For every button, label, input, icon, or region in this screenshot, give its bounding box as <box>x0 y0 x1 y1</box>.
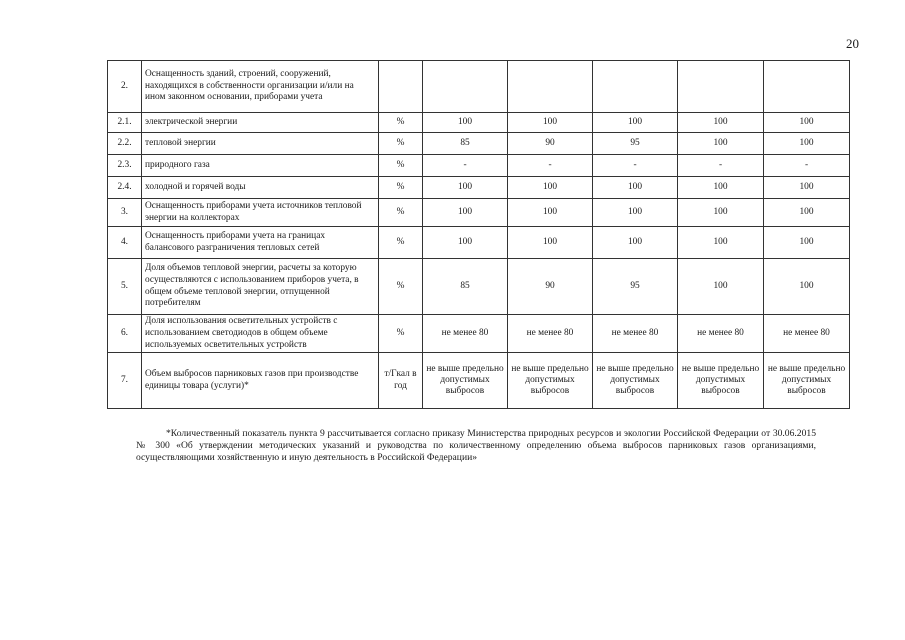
value-cell: - <box>423 155 508 177</box>
value-cell: 100 <box>508 199 593 227</box>
value-cell: 100 <box>764 227 850 259</box>
table-body <box>108 61 850 409</box>
unit-cell: % <box>379 227 423 259</box>
value-cell: 100 <box>423 177 508 199</box>
value-cell <box>678 61 764 113</box>
row-number: 2.1. <box>108 113 142 133</box>
footnote-text: *Количественный показатель пункта 9 рассчитывается согласно приказу Министерства природных ресурсов и экологии Российской Федерации от 30.06.2015 № 300 «Об утверждении методических указаний и руководства по количественному определению объема выбросов парниковых газов организациями, осуществляющими хозяйственную и иную деятельность в Российской Федерации» <box>136 428 816 463</box>
table-row <box>108 259 850 315</box>
value-cell: 100 <box>764 259 850 315</box>
table-row <box>108 227 850 259</box>
value-cell: 100 <box>593 227 678 259</box>
value-cell: 90 <box>508 259 593 315</box>
value-cell: 100 <box>678 113 764 133</box>
indicator-name: Объем выбросов парниковых газов при производстве единицы товара (услуги)* <box>142 353 379 409</box>
table-row <box>108 199 850 227</box>
unit-cell: % <box>379 259 423 315</box>
value-cell: не менее 80 <box>678 315 764 353</box>
value-cell: 100 <box>593 199 678 227</box>
value-cell: не выше предельно допустимых выбросов <box>593 353 678 409</box>
indicator-name: Доля объемов тепловой энергии, расчеты за которую осуществляются с использованием приборов учета, в общем объеме тепловой энергии, отпущенной потребителям <box>142 259 379 315</box>
value-cell: не менее 80 <box>764 315 850 353</box>
unit-cell: % <box>379 155 423 177</box>
value-cell: 100 <box>423 227 508 259</box>
value-cell: 85 <box>423 259 508 315</box>
value-cell: 90 <box>508 133 593 155</box>
unit-cell: % <box>379 315 423 353</box>
value-cell: - <box>508 155 593 177</box>
value-cell: не менее 80 <box>508 315 593 353</box>
table-row <box>108 155 850 177</box>
indicator-name: холодной и горячей воды <box>142 177 379 199</box>
value-cell <box>508 61 593 113</box>
value-cell: 100 <box>423 113 508 133</box>
indicator-name: Оснащенность приборами учета на границах балансового разграничения тепловых сетей <box>142 227 379 259</box>
value-cell: 100 <box>508 227 593 259</box>
value-cell: не выше предельно допустимых выбросов <box>423 353 508 409</box>
value-cell: не менее 80 <box>423 315 508 353</box>
indicator-name: природного газа <box>142 155 379 177</box>
row-number: 5. <box>108 259 142 315</box>
indicator-name: Оснащенность зданий, строений, сооружений, находящихся в собственности организации и/или на ином законном основании, приборами учета <box>142 61 379 113</box>
row-number: 6. <box>108 315 142 353</box>
value-cell: 100 <box>508 113 593 133</box>
value-cell: не выше предельно допустимых выбросов <box>678 353 764 409</box>
indicator-name: Доля использования осветительных устройств с использованием светодиодов в общем объеме используемых осветительных устройств <box>142 315 379 353</box>
value-cell: - <box>764 155 850 177</box>
value-cell <box>764 61 850 113</box>
value-cell: не менее 80 <box>593 315 678 353</box>
table-row <box>108 177 850 199</box>
value-cell <box>593 61 678 113</box>
table-row <box>108 315 850 353</box>
value-cell: 100 <box>423 199 508 227</box>
table-row <box>108 353 850 409</box>
value-cell: 100 <box>593 177 678 199</box>
value-cell: 85 <box>423 133 508 155</box>
row-number: 2.3. <box>108 155 142 177</box>
value-cell: 100 <box>593 113 678 133</box>
row-number: 2. <box>108 61 142 113</box>
value-cell: 100 <box>508 177 593 199</box>
value-cell: - <box>593 155 678 177</box>
value-cell: 100 <box>764 133 850 155</box>
value-cell: 100 <box>678 227 764 259</box>
indicator-name: Оснащенность приборами учета источников тепловой энергии на коллекторах <box>142 199 379 227</box>
value-cell: 100 <box>678 259 764 315</box>
value-cell: не выше предельно допустимых выбросов <box>508 353 593 409</box>
unit-cell: % <box>379 177 423 199</box>
table-row <box>108 61 850 113</box>
page-number: 20 <box>846 36 859 51</box>
unit-cell: % <box>379 199 423 227</box>
value-cell <box>423 61 508 113</box>
indicator-name: тепловой энергии <box>142 133 379 155</box>
table-row <box>108 133 850 155</box>
unit-cell: % <box>379 113 423 133</box>
value-cell: 100 <box>678 177 764 199</box>
indicators-table <box>107 60 850 409</box>
indicator-name: электрической энергии <box>142 113 379 133</box>
unit-cell: т/Гкал в год <box>379 353 423 409</box>
value-cell: 95 <box>593 133 678 155</box>
value-cell: 100 <box>678 133 764 155</box>
value-cell: 95 <box>593 259 678 315</box>
value-cell: 100 <box>764 177 850 199</box>
row-number: 4. <box>108 227 142 259</box>
row-number: 7. <box>108 353 142 409</box>
value-cell: 100 <box>678 199 764 227</box>
row-number: 2.2. <box>108 133 142 155</box>
unit-cell <box>379 61 423 113</box>
table-row <box>108 113 850 133</box>
value-cell: не выше предельно допустимых выбросов <box>764 353 850 409</box>
value-cell: 100 <box>764 113 850 133</box>
value-cell: - <box>678 155 764 177</box>
value-cell: 100 <box>764 199 850 227</box>
row-number: 3. <box>108 199 142 227</box>
unit-cell: % <box>379 133 423 155</box>
row-number: 2.4. <box>108 177 142 199</box>
footnote <box>136 428 816 464</box>
